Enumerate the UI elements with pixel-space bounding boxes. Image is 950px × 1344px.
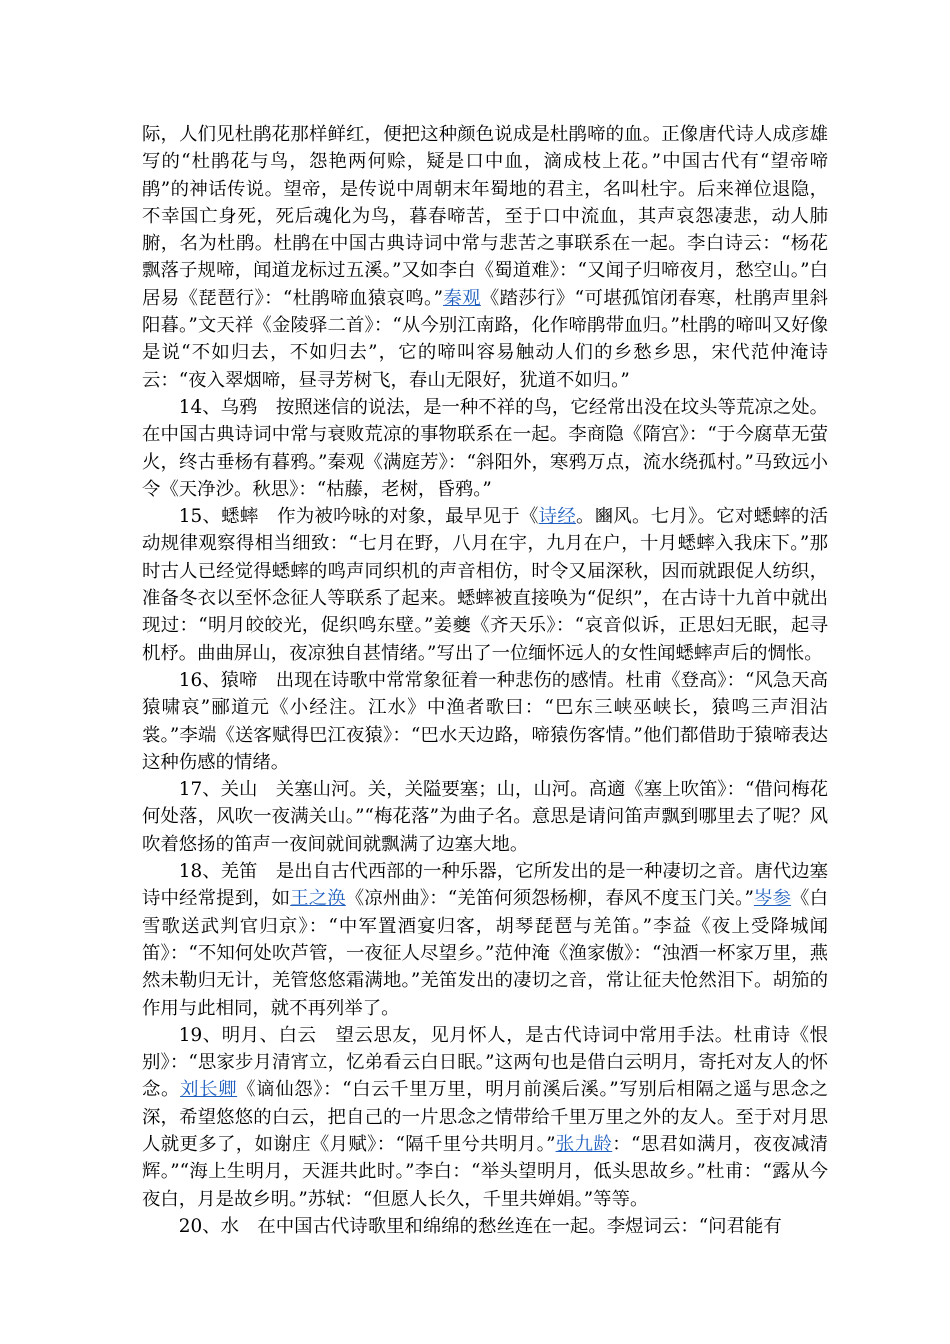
link-liuchangqing[interactable]: 刘长卿 [180, 1079, 238, 1101]
paragraph-mingyue-baiyun [142, 1022, 828, 1213]
text-span: 《白雪歌送武判官归京》：“中军置酒宴归客，胡琴琵琶与羌笛。”李益《夜上受降城闻笛》：“不知何处吹芦管，一夜征人尽望乡。”范仲淹《渔家傲》：“浊酒一杯家万里，燕然未勒归无计，羌管悠悠霜满地。”羌笛发出的凄切之音，常让征夫怆然泪下。胡笳的作用与此相同，就不再列举了。 [142, 888, 828, 1019]
link-zhangjiuling[interactable]: 张九龄 [555, 1133, 613, 1155]
paragraph-qiangdi [142, 858, 828, 1022]
link-wangzhihuan[interactable]: 王之涣 [290, 888, 346, 910]
text-span: 18、羌笛 是出自古代西部的一种乐器，它所发出的是一种凄切之音。唐代边塞诗中经常提到，如 [142, 861, 828, 910]
text-span: 15、蟋蟀 作为被吟咏的对象，最早见于《 [178, 506, 539, 528]
text-span: 20、水 在中国古代诗歌里和绵绵的愁丝连在一起。李煜词云：“问君能有 [178, 1215, 782, 1237]
text-span: 14、乌鸦 按照迷信的说法，是一种不祥的鸟，它经常出没在坟头等荒凉之处。在中国古典诗词中常与衰败荒凉的事物联系在一起。李商隐《隋宫》：“于今腐草无萤火，终古垂杨有暮鸦。”秦观《满庭芳》：“斜阳外，寒鸦万点，流水绕孤村。”马致远小令《天净沙。秋思》：“枯藤，老树，昏鸦。” [142, 396, 828, 500]
text-span: 《谪仙怨》：“白云千里万里，明月前溪后溪。”写别后相隔之遥与思念之深，希望悠悠的白云，把自己的一片思念之情带给千里万里之外的友人。至于对月思人就更多了，如谢庄《月赋》：“隔千里兮共明月。” [142, 1079, 828, 1155]
text-span: 。豳风。七月》。它对蟋蟀的活动规律观察得相当细致：“七月在野，八月在宇，九月在户，十月蟋蟀入我床下。”那时古人已经觉得蟋蟀的鸣声同织机的声音相仿，时令又届深秋，因而就跟促人纺织，准备冬衣以至怀念征人等联系了起来。蟋蟀被直接唤为“促织”，在古诗十九首中就出现过：“明月皎皎光，促织鸣东壁。”姜夔《齐天乐》：“哀音似诉，正思妇无眠，起寻机杼。曲曲屏山，夜凉独自甚情绪。”写出了一位缅怀远人的女性闻蟋蟀声后的惆怅。 [142, 506, 828, 664]
paragraph-wuya [142, 394, 828, 503]
paragraph-shui [142, 1213, 828, 1240]
text-span: 17、关山 关塞山河。关，关隘要塞；山，山河。高適《塞上吹笛》：“借问梅花何处落，风吹一夜满关山。”“梅花落”为曲子名。意思是请问笛声飘到哪里去了呢？风吹着悠扬的笛声一夜间就间就飘满了边塞大地。 [142, 779, 828, 855]
text-span: 16、猿啼 出现在诗歌中常常象征着一种悲伤的感情。杜甫《登高》：“风急天高猿啸哀”郦道元《小经注。江水》中渔者歌曰：“巴东三峡巫峡长，猿鸣三声泪沾裳。”李端《送客赋得巴江夜猿》：“巴水天边路，啼猿伤客情。”他们都借助于猿啼表达这种伤感的情绪。 [142, 669, 828, 773]
text-span: 际，人们见杜鹃花那样鲜红，便把这种颜色说成是杜鹃啼的血。正像唐代诗人成彦雄写的“杜鹃花与鸟，怨艳两何赊，疑是口中血，滴成枝上花。”中国古代有“望帝啼鹃”的神话传说。望帝，是传说中周朝末年蜀地的君主，名叫杜宇。后来禅位退隐，不幸国亡身死，死后魂化为鸟，暮春啼苦，至于口中流血，其声哀怨凄悲，动人肺腑，名为杜鹃。杜鹃在中国古典诗词中常与悲苦之事联系在一起。李白诗云：“杨花飘落子规啼，闻道龙标过五溪。”又如李白《蜀道难》：“又闻子归啼夜月，愁空山。”白居易《琵琶行》：“杜鹃啼血猿哀鸣。” [142, 124, 828, 309]
paragraph-guanshan [142, 776, 828, 858]
paragraph-xishuai [142, 503, 828, 667]
text-span: 《凉州曲》：“羌笛何须怨杨柳，春风不度玉门关。” [345, 888, 754, 910]
document-page [142, 121, 828, 1240]
link-shijing[interactable]: 诗经 [538, 506, 577, 528]
paragraph-dujuan [142, 121, 828, 394]
link-censhen[interactable]: 岑参 [753, 888, 792, 910]
paragraph-yuanti [142, 667, 828, 776]
text-span: 《踏莎行》“可堪孤馆闭春寒，杜鹃声里斜阳暮。”文天祥《金陵驿二首》：“从今别江南路，化作啼鹃带血归。”杜鹃的啼叫又好像是说“不如归去，不如归去”，它的啼叫容易触动人们的乡愁乡思，宋代范仲淹诗云：“夜入翠烟啼，昼寻芳树飞，春山无限好，犹道不如归。” [142, 287, 828, 391]
text-span: ：“思君如满月，夜夜减清辉。”“海上生明月，天涯共此时。”李白：“举头望明月，低头思故乡。”杜甫：“露从今夜白，月是故乡明。”苏轼：“但愿人长久，千里共婵娟。”等等。 [142, 1133, 829, 1210]
link-qinguan[interactable]: 秦观 [442, 287, 481, 309]
text-span: 19、明月、白云 望云思友，见月怀人，是古代诗词中常用手法。杜甫诗《恨别》：“思家步月清宵立，忆弟看云白日眠。”这两句也是借白云明月，寄托对友人的怀念。 [142, 1024, 828, 1101]
